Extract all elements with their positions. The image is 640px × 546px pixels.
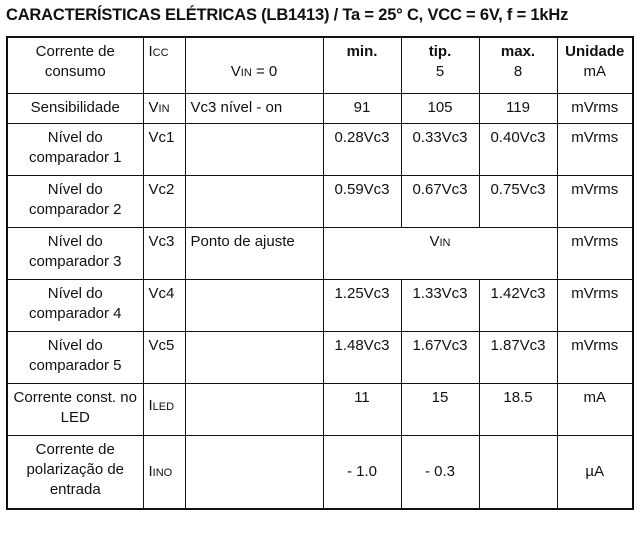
param-cell: Corrente const. no LED bbox=[7, 383, 143, 435]
symbol-main: Vc1 bbox=[148, 128, 175, 146]
unit-cell: mVrms bbox=[557, 175, 633, 227]
unit-cell: mVrms bbox=[557, 331, 633, 383]
symbol-sub: IN bbox=[158, 102, 170, 115]
max-header-cell bbox=[479, 37, 557, 93]
min-header-cell bbox=[323, 37, 401, 93]
symbol-main: Vc2 bbox=[148, 180, 175, 198]
condition-cell bbox=[185, 435, 323, 509]
unit-cell: mVrms bbox=[557, 279, 633, 331]
min-cell: - 1.0 bbox=[323, 435, 401, 509]
symbol-cell bbox=[143, 383, 185, 435]
min-cell: 0.59Vc3 bbox=[323, 175, 401, 227]
max-cell: 0.40Vc3 bbox=[479, 123, 557, 175]
header-condition-rest: = 0 bbox=[251, 63, 278, 80]
symbol-sub: LED bbox=[152, 400, 175, 413]
symbol-cell bbox=[143, 93, 185, 123]
table-row bbox=[7, 331, 633, 383]
unit-cell: mA bbox=[557, 383, 633, 435]
max-cell: 1.42Vc3 bbox=[479, 279, 557, 331]
min-cell: 1.48Vc3 bbox=[323, 331, 401, 383]
condition-cell: Ponto de ajuste bbox=[185, 227, 323, 279]
symbol-cell bbox=[143, 227, 185, 279]
min-cell: 1.25Vc3 bbox=[323, 279, 401, 331]
symbol-cell bbox=[143, 331, 185, 383]
unit-cell: mVrms bbox=[557, 93, 633, 123]
header-max-value: 8 bbox=[513, 63, 523, 80]
symbol-main: Vc4 bbox=[148, 284, 175, 302]
max-cell: 119 bbox=[479, 93, 557, 123]
header-unit: Unidade bbox=[565, 43, 625, 60]
table-row bbox=[7, 279, 633, 331]
table-row bbox=[7, 383, 633, 435]
unit-header-cell bbox=[557, 37, 633, 93]
condition-cell bbox=[185, 331, 323, 383]
tip-cell: - 0.3 bbox=[401, 435, 479, 509]
max-cell: 0.75Vc3 bbox=[479, 175, 557, 227]
symbol-cell bbox=[143, 37, 185, 93]
param-cell: Nível do comparador 1 bbox=[7, 123, 143, 175]
param-cell: Sensibilidade bbox=[7, 93, 143, 123]
unit-cell: mVrms bbox=[557, 123, 633, 175]
header-min: min. bbox=[346, 43, 378, 60]
tip-cell: 15 bbox=[401, 383, 479, 435]
min-cell: 11 bbox=[323, 383, 401, 435]
unit-cell: mVrms bbox=[557, 227, 633, 279]
param-cell: Nível do comparador 5 bbox=[7, 331, 143, 383]
condition-cell bbox=[185, 383, 323, 435]
condition-cell: Vc3 nível - on bbox=[185, 93, 323, 123]
tip-span-cell bbox=[323, 227, 557, 279]
tip-cell: 1.67Vc3 bbox=[401, 331, 479, 383]
symbol-main: Vc3 bbox=[148, 232, 175, 250]
unit-cell: µA bbox=[557, 435, 633, 509]
param-cell: Nível do comparador 2 bbox=[7, 175, 143, 227]
table-row bbox=[7, 227, 633, 279]
symbol-main: V bbox=[148, 98, 159, 116]
tip-cell: 1.33Vc3 bbox=[401, 279, 479, 331]
max-cell: 1.87Vc3 bbox=[479, 331, 557, 383]
condition-cell bbox=[185, 37, 323, 93]
page-title: CARACTERÍSTICAS ELÉTRICAS (LB1413) / Ta = 25° C, VCC = 6V, f = 1kHz bbox=[6, 6, 569, 24]
tip-cell: 0.33Vc3 bbox=[401, 123, 479, 175]
symbol-sub: INO bbox=[152, 466, 173, 479]
header-tip: tip. bbox=[428, 43, 452, 60]
tip-header-cell bbox=[401, 37, 479, 93]
span-value-sub: IN bbox=[439, 236, 451, 249]
header-tip-value: 5 bbox=[435, 63, 445, 80]
header-condition bbox=[191, 42, 318, 83]
condition-cell bbox=[185, 175, 323, 227]
header-unit-value: mA bbox=[583, 63, 606, 80]
max-cell: 18.5 bbox=[479, 383, 557, 435]
header-condition-main: V bbox=[230, 63, 241, 80]
symbol-cell bbox=[143, 279, 185, 331]
param-cell bbox=[7, 37, 143, 93]
table-header-row bbox=[7, 37, 633, 93]
table-row bbox=[7, 435, 633, 509]
param-cell: Corrente de polarização de entrada bbox=[7, 435, 143, 509]
param-cell: Nível do comparador 3 bbox=[7, 227, 143, 279]
table-row bbox=[7, 93, 633, 123]
header-symbol-sub: CC bbox=[152, 47, 169, 59]
condition-cell bbox=[185, 279, 323, 331]
tip-cell: 0.67Vc3 bbox=[401, 175, 479, 227]
header-max: max. bbox=[500, 43, 536, 60]
symbol-main: I bbox=[148, 396, 153, 414]
tip-cell: 105 bbox=[401, 93, 479, 123]
table-row bbox=[7, 123, 633, 175]
electrical-characteristics-table bbox=[6, 36, 634, 510]
symbol-cell bbox=[143, 435, 185, 509]
min-cell: 0.28Vc3 bbox=[323, 123, 401, 175]
symbol-main: I bbox=[148, 462, 153, 480]
header-condition-sub: IN bbox=[240, 67, 252, 79]
param-cell: Nível do comparador 4 bbox=[7, 279, 143, 331]
max-cell bbox=[479, 435, 557, 509]
span-value-main: V bbox=[429, 232, 440, 250]
header-symbol: I bbox=[148, 43, 153, 60]
symbol-main: Vc5 bbox=[148, 336, 175, 354]
symbol-cell bbox=[143, 175, 185, 227]
min-cell: 91 bbox=[323, 93, 401, 123]
symbol-cell bbox=[143, 123, 185, 175]
condition-cell bbox=[185, 123, 323, 175]
table-row bbox=[7, 175, 633, 227]
header-param: Corrente de consumo bbox=[35, 43, 115, 80]
